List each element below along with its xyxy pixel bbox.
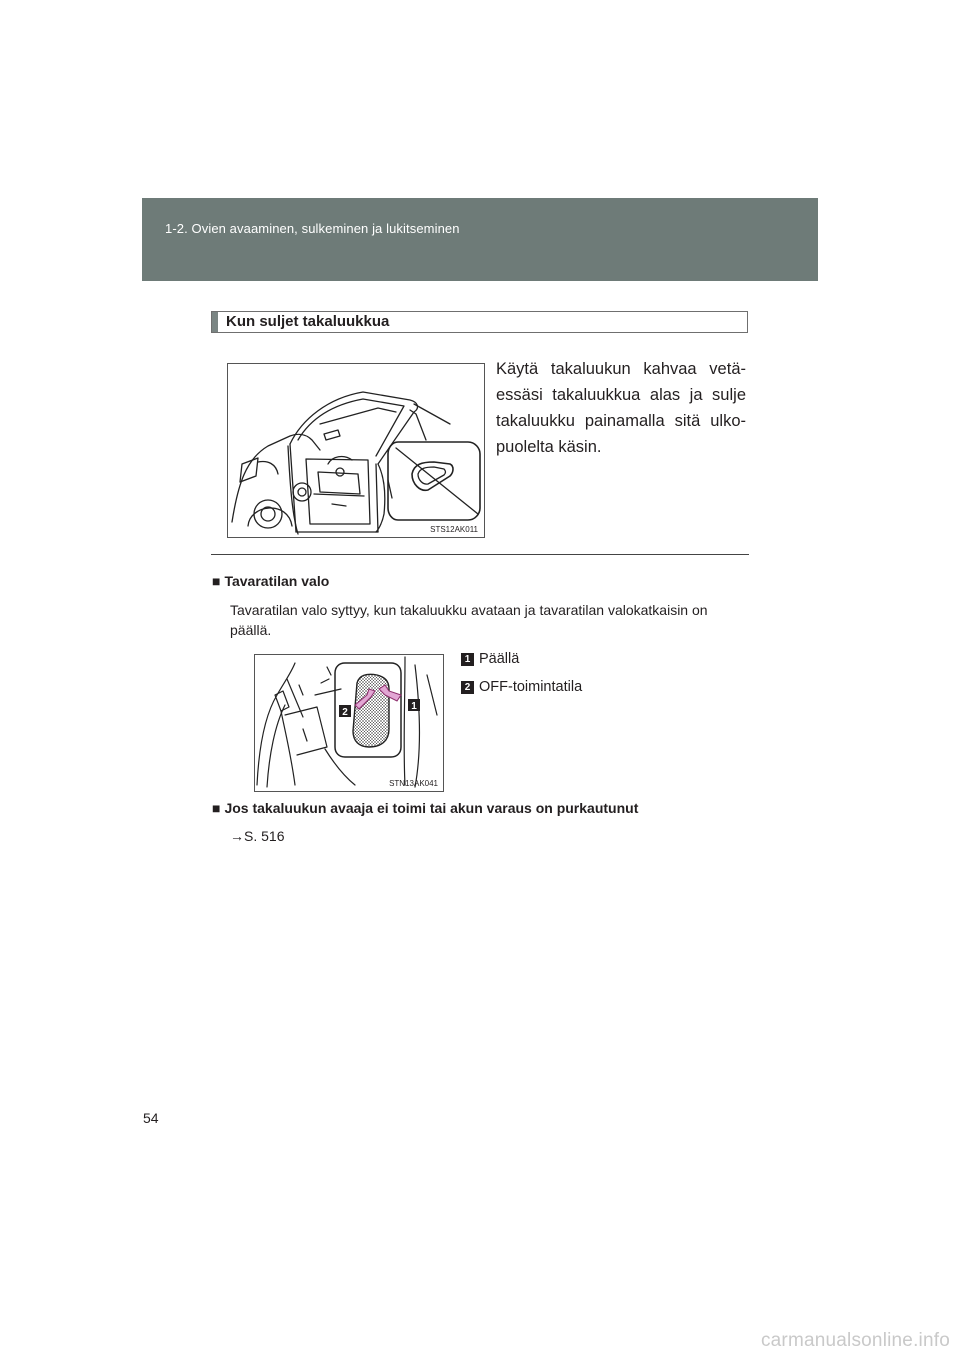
chapter-header-band <box>142 198 818 281</box>
legend-label: Päällä <box>479 651 520 667</box>
luggage-light-heading-text: Tavaratilan valo <box>224 573 330 589</box>
page-reference-text: S. 516 <box>244 828 285 844</box>
opener-heading <box>212 800 638 816</box>
section-divider <box>211 554 749 555</box>
legend-item-off <box>461 679 582 695</box>
section-title: Kun suljet takaluukkua <box>226 313 390 330</box>
section-heading-bar <box>212 312 218 332</box>
arrow-right-icon: → <box>230 828 244 844</box>
figure-badge-2: 2 <box>342 707 348 718</box>
tailgate-drawing <box>228 364 484 537</box>
bullet-square-icon: ■ <box>212 800 221 816</box>
figure-code: STS12AK011 <box>430 525 478 534</box>
watermark: carmanualsonline.info <box>760 1330 950 1351</box>
number-badge-2: 2 <box>461 681 474 694</box>
luggage-light-text: Tavaratilan valo syttyy, kun takaluukku avataan ja tavaratilan valokatkaisin on päällä. <box>230 602 708 638</box>
figure-code: STN13AK041 <box>389 779 438 788</box>
luggage-light-drawing <box>255 655 443 791</box>
page-reference <box>230 826 284 846</box>
legend-label: OFF-toimintatila <box>479 679 583 695</box>
tailgate-illustration <box>227 363 485 538</box>
instruction-paragraph: Käytä takaluukun kahvaa vetä-essäsi takaluukkua alas ja sulje takaluukku painamalla sitä ulko-puolelta käsin. <box>496 360 746 456</box>
luggage-light-heading <box>212 573 329 589</box>
legend-item-on <box>461 651 519 667</box>
luggage-light-illustration <box>254 654 444 792</box>
bullet-square-icon: ■ <box>212 573 221 589</box>
opener-heading-text: Jos takaluukun avaaja ei toimi tai akun varaus on purkautunut <box>224 800 639 816</box>
number-badge-1: 1 <box>461 653 474 666</box>
page-number: 54 <box>143 1110 159 1126</box>
chapter-title: 1-2. Ovien avaaminen, sulkeminen ja lukitseminen <box>165 221 460 236</box>
figure-badge-1: 1 <box>411 701 417 712</box>
section-heading-box <box>211 311 748 333</box>
